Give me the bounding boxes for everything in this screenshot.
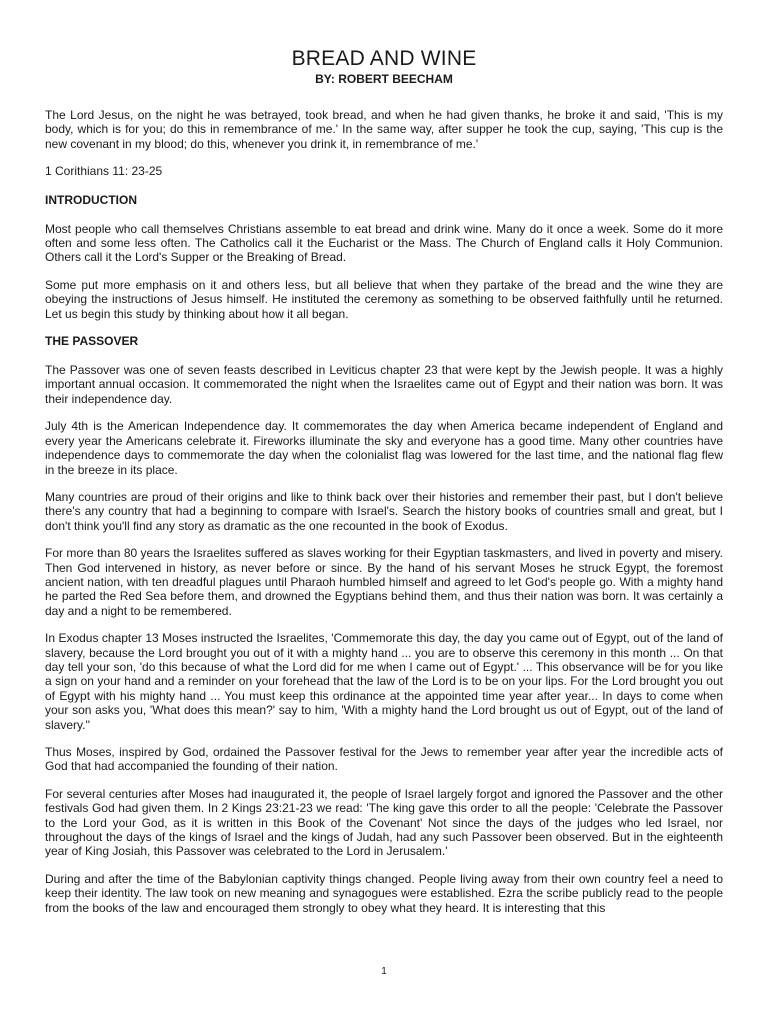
body-paragraph: Many countries are proud of their origins and like to think back over their histories and remember their past, but I don't believe there's any country that had a beginning to compare with Israel's. Search the history books of countries small and great, but I don't think you'll find any story as dramatic as the one recounted in the book of Exodus. <box>45 489 723 533</box>
section-heading-introduction: INTRODUCTION <box>45 192 137 207</box>
body-paragraph: For several centuries after Moses had inaugurated it, the people of Israel largely forgot and ignored the Passover and the other festivals God had given them. In 2 Kings 23:21-23 we read: 'The king gave this order to all the people: 'Celebrate the Passover to the Lord your God, as it is written in this Book of the Covenant' Not since the days of the judges who led Israel, nor throughout the days of the kings of Israel and the kings of Judah, had any such Passover been observed. But in the eighteenth year of King Josiah, this Passover was celebrated to the Lord in Jerusalem.' <box>45 786 723 859</box>
body-paragraph: The Passover was one of seven feasts described in Leviticus chapter 23 that were kept by the Jewish people. It was a highly important annual occasion. It commemorated the night when the Israelites came out of Egypt and their nation was born. It was their independence day. <box>45 363 723 406</box>
epigraph-paragraph: The Lord Jesus, on the night he was betrayed, took bread, and when he had given thanks, he broke it and said, 'This is my body, which is for you; do this in remembrance of me.' In the same way, after supper he took the cup, saying, 'This cup is the new covenant in my blood; do this, whenever you drink it, in remembrance of me.' <box>45 108 723 151</box>
body-paragraph: Most people who call themselves Christians assemble to eat bread and drink wine. Many do it once a week. Some do it more often and some less often. The Catholics call it the Eucharist or the Mass. The Church of England calls it Holy Communion. Others call it the Lord's Supper or the Breaking of Bread. <box>45 221 723 265</box>
author-byline: BY: ROBERT BEECHAM <box>315 72 453 86</box>
document-title: BREAD AND WINE <box>291 47 477 70</box>
body-paragraph: Some put more emphasis on it and others less, but all believe that when they partake of the bread and the wine they are obeying the instructions of Jesus himself. He instituted the ceremony as something to be observed faithfully until he returned. Let us begin this study by thinking about how it all began. <box>45 277 723 321</box>
body-paragraph: During and after the time of the Babylonian captivity things changed. People living away from their own country feel a need to keep their identity. The law took on new meaning and synagogues were established. Ezra the scribe publicly read to the people from the books of the law and encouraged them strongly to obey what they heard. It is interesting that this <box>45 871 723 915</box>
document-page <box>45 46 723 928</box>
section-heading-passover: THE PASSOVER <box>45 334 139 349</box>
scripture-reference: 1 Corithians 11: 23-25 <box>45 164 163 179</box>
page-number: 1 <box>381 966 387 977</box>
body-paragraph: Thus Moses, inspired by God, ordained the Passover festival for the Jews to remember year after year the incredible acts of God that had accompanied the founding of their nation. <box>45 745 723 774</box>
body-paragraph: For more than 80 years the Israelites suffered as slaves working for their Egyptian taskmasters, and lived in poverty and misery. Then God intervened in history, as never before or since. By the hand of his servant Moses he struck Egypt, the foremost ancient nation, with ten dreadful plagues until Pharaoh humbled himself and agreed to let God's people go. With a mighty hand he parted the Red Sea before them, and drowned the Egyptians behind them, and thus their nation was born. It was certainly a day and a night to be remembered. <box>45 546 723 618</box>
body-paragraph: July 4th is the American Independence day. It commemorates the day when America became independent of England and every year the Americans celebrate it. Fireworks illuminate the sky and everyone has a good time. Many other countries have independence days to commemorate the day when the colonialist flag was lowered for the last time, and the national flag flew in the breeze in its place. <box>45 419 723 477</box>
body-paragraph: In Exodus chapter 13 Moses instructed the Israelites, 'Commemorate this day, the day you came out of Egypt, out of the land of slavery, because the Lord brought you out of it with a mighty hand ... you are to observe this ceremony in this month ... On that day tell your son, 'do this because of what the Lord did for me when I came out of Egypt.' ... This observance will be for you like a sign on your hand and a reminder on your forehead that the law of the Lord is to be on your lips. For the Lord brought you out of Egypt with his mighty hand ... You must keep this ordinance at the appointed time year after year... In days to come when your son asks you, 'What does this mean?' say to him, 'With a mighty hand the Lord brought us out of Egypt, out of the land of slavery.'' <box>45 631 723 732</box>
